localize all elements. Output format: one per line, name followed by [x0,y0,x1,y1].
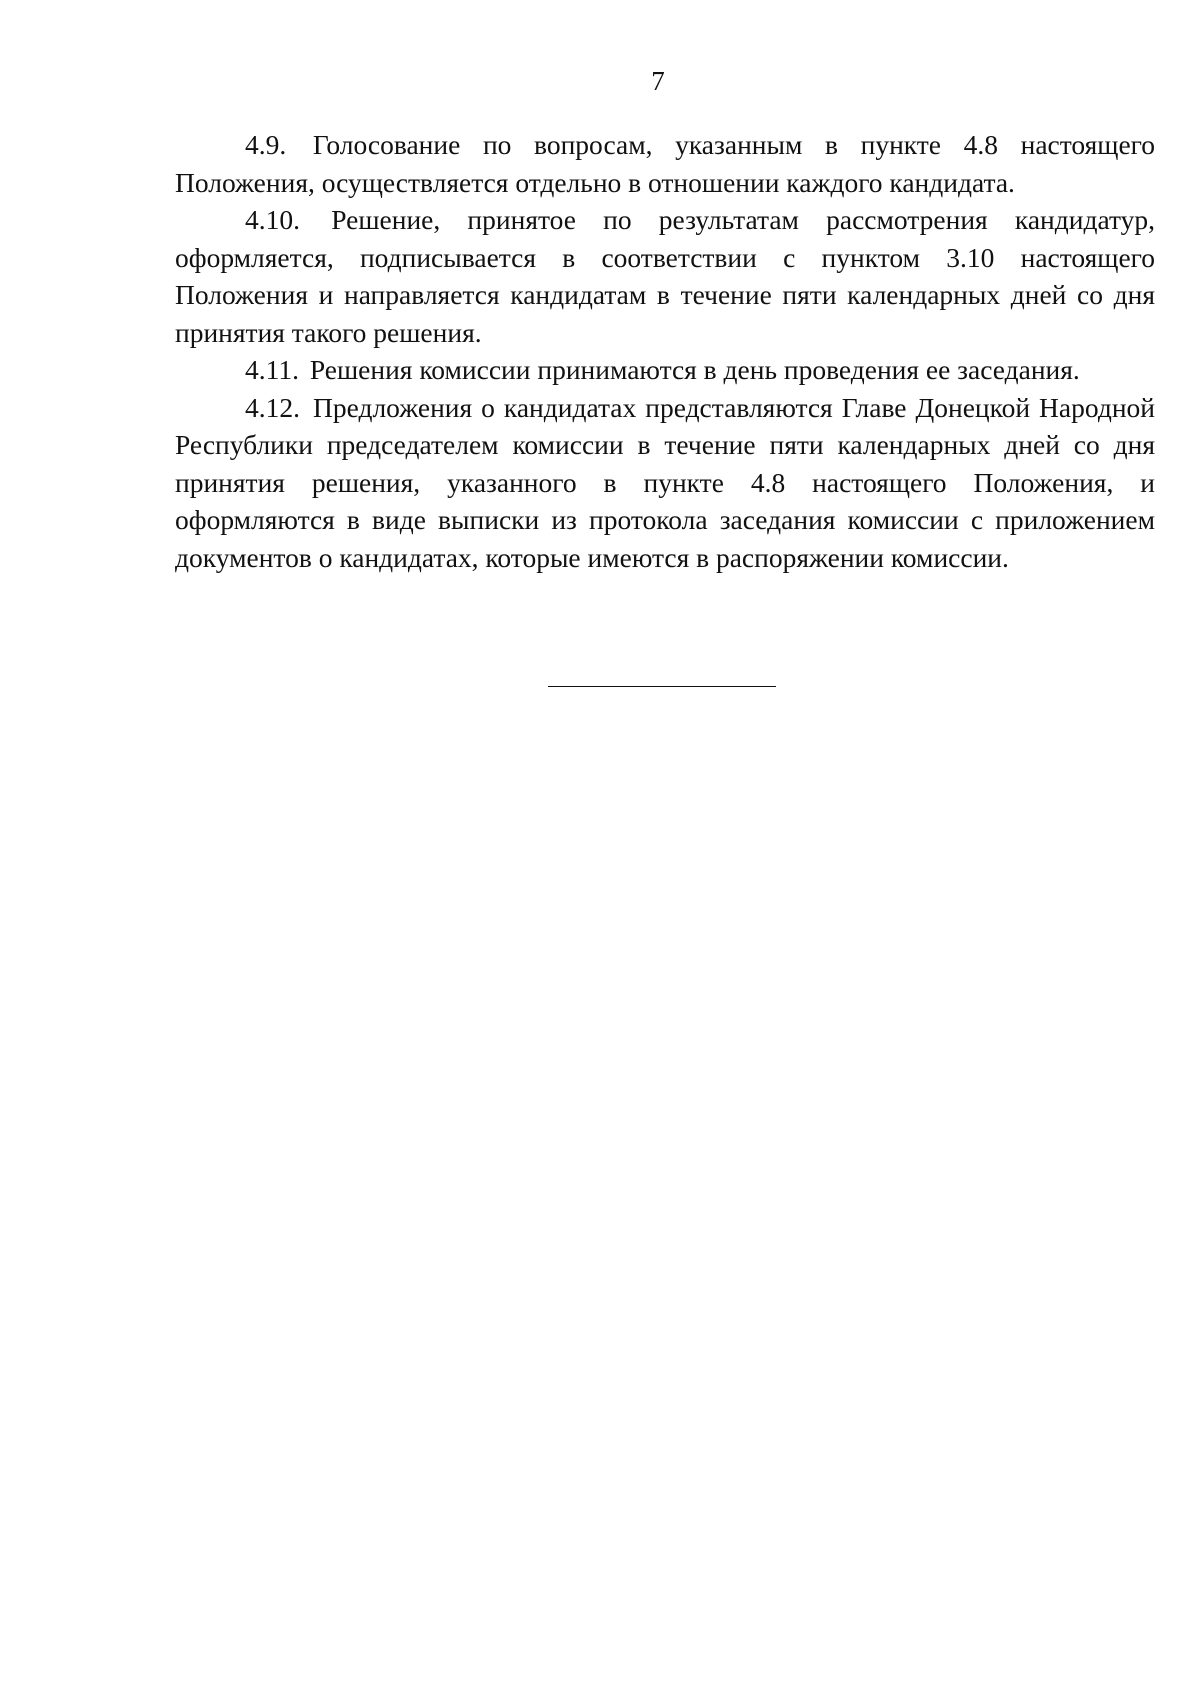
paragraph-number: 4.10. [245,204,300,235]
paragraph-4-10 [175,201,1155,351]
paragraph-text: Решения комиссии принимаются в день проведения ее заседания. [309,354,1080,385]
paragraph-number: 4.9. [245,129,287,160]
document-body [175,126,1155,576]
paragraph-4-12 [175,389,1155,577]
paragraph-text: Предложения о кандидатах представляются Главе Донецкой Народной Республики председателем комиссии в течение пяти календарных дней со дня принятия решения, указанного в пункте 4.8 настоящего Положения, и оформляются в виде выписки из протокола заседания комиссии с приложением документов о кандидатах, которые имеются в распоряжении комиссии. [175,391,1156,573]
paragraph-4-11 [175,351,1155,389]
paragraph-4-9 [175,126,1155,201]
paragraph-text: Решение, принятое по результатам рассмотрения кандидатур, оформляется, подписывается в соответствии с пунктом 3.10 настоящего Положения и направляется кандидатам в течение пяти календарных дней со дня принятия такого решения. [175,204,1155,348]
paragraph-text: Голосование по вопросам, указанным в пункте 4.8 настоящего Положения, осуществляется отдельно в отношении каждого кандидата. [175,129,1156,198]
paragraph-number: 4.12. [245,391,300,423]
page-number: 7 [651,66,665,96]
paragraph-number: 4.11. [245,354,299,385]
end-of-document-rule [548,686,776,687]
